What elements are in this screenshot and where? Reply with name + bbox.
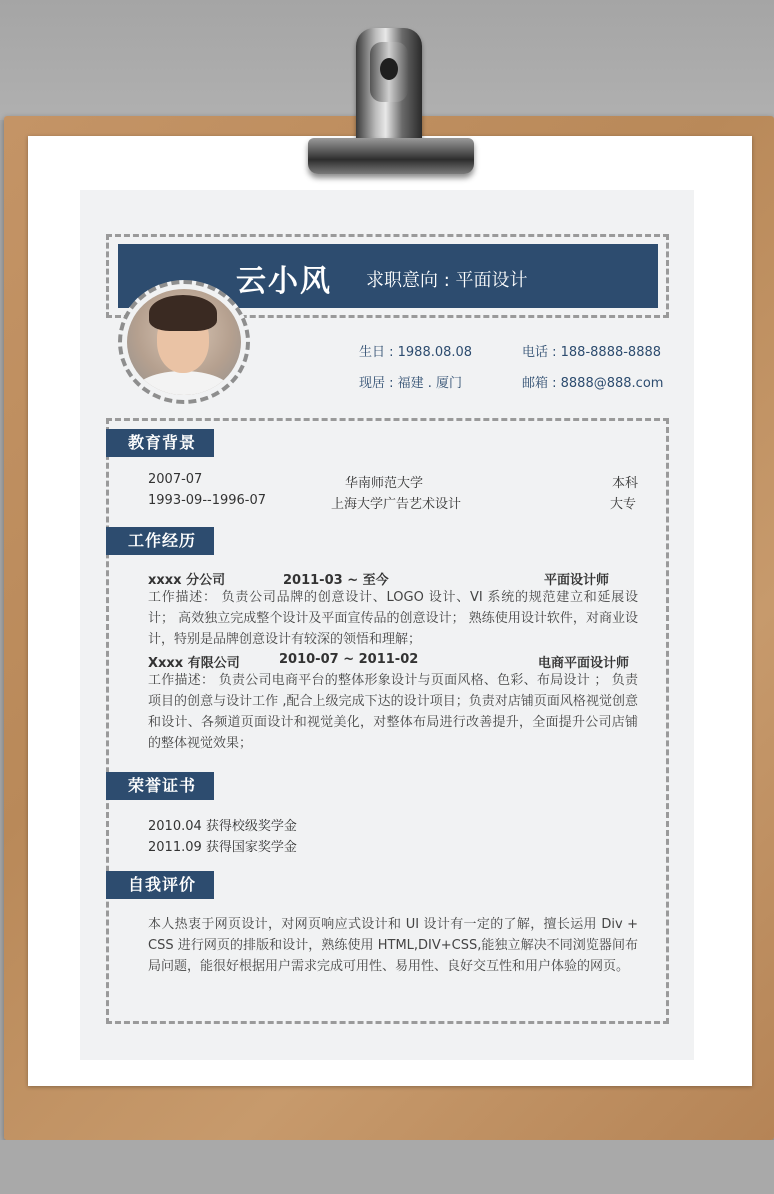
edu-row-2-date: 1993-09--1996-07: [148, 493, 267, 508]
section-education-title: 教育背景: [106, 429, 214, 457]
edu-row-2-school: 上海大学广告艺术设计: [331, 497, 462, 512]
job-2-period: 2010-07 ~ 2011-02: [279, 652, 419, 667]
birth-info: 生日 : 1988.08.08: [359, 345, 473, 360]
honor-item-2: 2011.09 获得国家奖学金: [148, 840, 297, 855]
job-1-company: xxxx 分公司: [148, 573, 226, 588]
background-bottom: [0, 1140, 774, 1194]
section-honors-title: 荣誉证书: [106, 772, 214, 800]
clip-base: [308, 138, 474, 174]
email-info: 邮箱 : 8888@888.com: [522, 376, 664, 391]
job-2-company: Xxxx 有限公司: [148, 656, 240, 671]
job-1-period: 2011-03 ~ 至今: [283, 573, 389, 588]
edu-row-2-degree: 大专: [610, 497, 637, 512]
job-2-role: 电商平面设计师: [538, 656, 630, 671]
job-1-role: 平面设计师: [544, 573, 610, 588]
honor-item-1: 2010.04 获得校级奖学金: [148, 819, 297, 834]
job-2-description: 工作描述： 负责公司电商平台的整体形象设计与页面风格、色彩、布局设计 ； 负责项目的创意与设计工作 ,配合上级完成下达的设计项目；负责对店铺页面风格视觉创意和设计、各频道页面设计和视觉美化，对整体布局进行改善提升，全面提升公司店铺的整体视觉效果；: [148, 673, 638, 751]
edu-row-1-date: 2007-07: [148, 472, 203, 487]
edu-row-1-degree: 本科: [612, 476, 639, 491]
avatar-hair: [149, 295, 217, 331]
clip-hole: [380, 58, 398, 80]
avatar-shirt: [135, 371, 231, 395]
residence-info: 现居 : 福建 . 厦门: [359, 376, 463, 391]
section-self-title: 自我评价: [106, 871, 214, 899]
job-intent: 求职意向 : 平面设计: [366, 270, 528, 291]
edu-row-1-school: 华南师范大学: [345, 476, 424, 491]
avatar-photo: [127, 289, 241, 395]
job-1-description: 工作描述： 负责公司品牌的创意设计、LOGO 设计、VI 系统的规范建立和延展设计； 高效独立完成整个设计及平面宣传品的创意设计； 熟练使用设计软件，对商业设计，特别是品牌创意设计有较深的领悟和理解；: [148, 590, 638, 647]
candidate-name: 云小风: [236, 264, 332, 299]
self-evaluation-text: 本人热衷于网页设计，对网页响应式设计和 UI 设计有一定的了解，擅长运用 Div + CSS 进行网页的排版和设计，熟练使用 HTML,DIV+CSS,能独立解决不同浏览器间布局问题，能很好根据用户需求完成可用性、易用性、良好交互性和用户体验的网页。: [148, 917, 638, 974]
avatar: [118, 280, 250, 404]
phone-info: 电话 : 188-8888-8888: [522, 345, 662, 360]
section-work-title: 工作经历: [106, 527, 214, 555]
